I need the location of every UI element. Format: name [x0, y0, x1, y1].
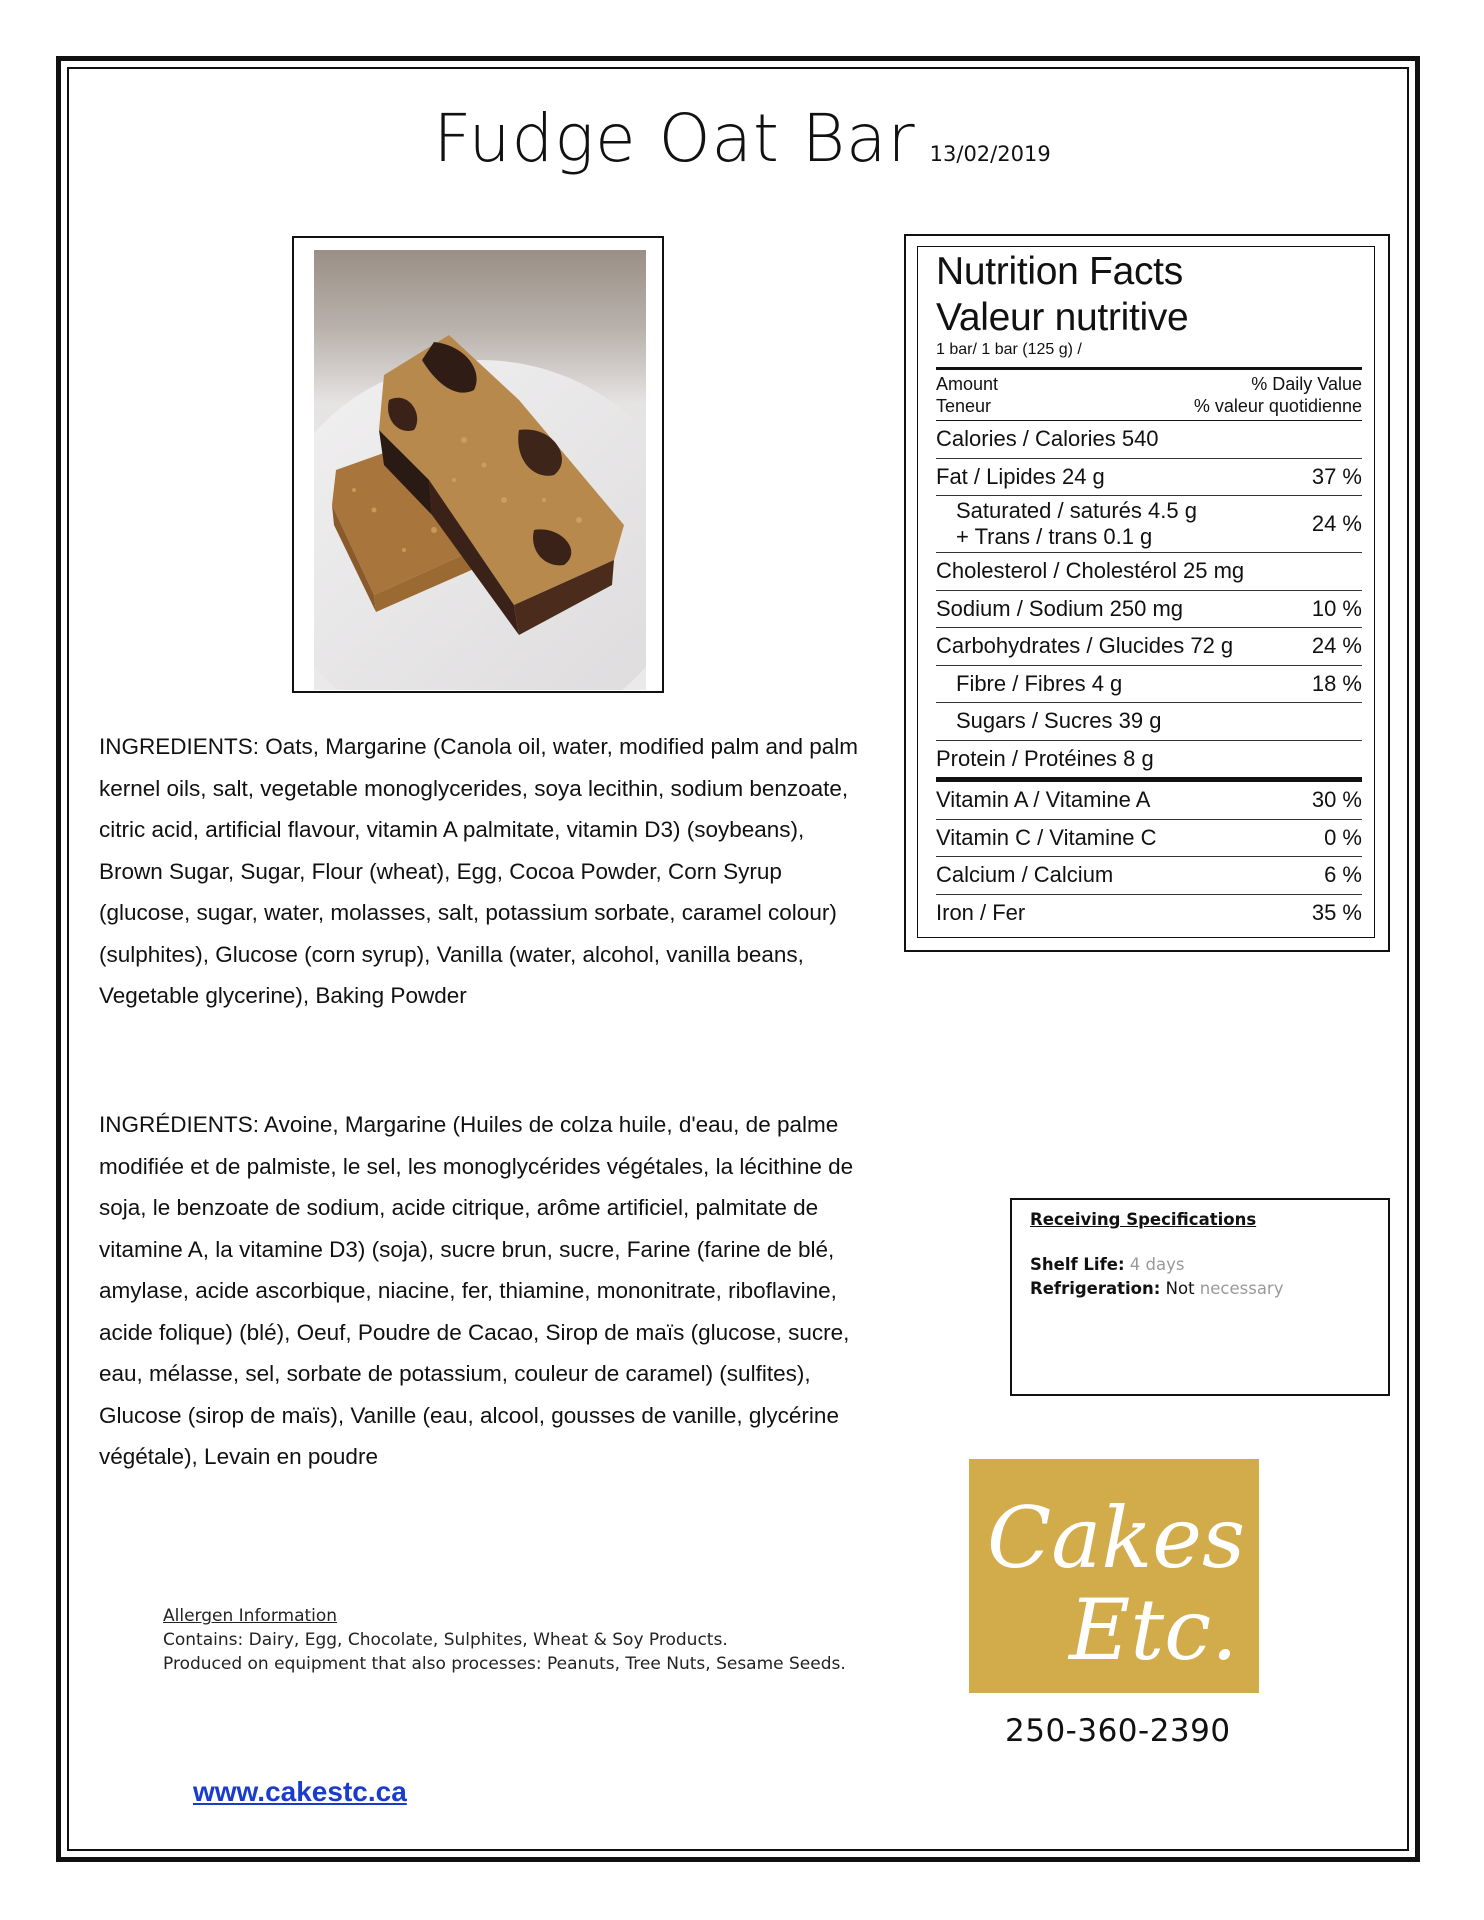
allergen-heading: Allergen Information — [163, 1606, 338, 1626]
nf-row-iron — [936, 895, 1362, 932]
spec-title: Receiving Specifications — [1030, 1210, 1257, 1229]
ingredients-english: INGREDIENTS: Oats, Margarine (Canola oil, water, modified palm and palm kernel oils, salt, vegetable monoglycerides, soya lecithin, sodium benzoate, citric acid, artificial flavour, vitamin A palmitate, vitamin D3) (soybeans), Brown Sugar, Sugar, Flour (wheat), Egg, Cocoa Powder, Corn Syrup (glucose, sugar, water, molasses, salt, potassium sorbate, caramel colour) (sulphites), Glucose (corn syrup), Vanilla (water, alcohol, vanilla beans, Vegetable glycerine), Baking Powder — [99, 734, 859, 1008]
nf-row-calcium — [936, 857, 1362, 895]
nf-row-protein — [936, 741, 1362, 783]
nf-vitamin-a: Vitamin A / Vitamine A — [936, 787, 1151, 813]
nf-saturated-dv: 24 % — [1311, 511, 1362, 536]
nf-fibre-dv: 18 % — [1311, 670, 1362, 696]
nf-row-vitamin-a — [936, 782, 1362, 820]
nf-carbs: Carbohydrates / Glucides 72 g — [936, 633, 1234, 659]
spec-shelf-label: Shelf Life: — [1030, 1255, 1125, 1274]
nf-sodium: Sodium / Sodium 250 mg — [936, 595, 1184, 621]
nf-vitamin-c-dv: 0 % — [1324, 824, 1362, 850]
spec-refrig-value-2: necessary — [1199, 1279, 1284, 1298]
nf-fat: Fat / Lipides 24 g — [936, 463, 1105, 489]
nf-row-sugars — [936, 703, 1362, 741]
website-link[interactable]: www.cakestc.ca — [193, 1776, 407, 1807]
nf-row-saturated — [936, 496, 1362, 553]
page-title: Fudge Oat Bar — [433, 100, 916, 177]
nf-calcium: Calcium / Calcium — [936, 862, 1114, 888]
receiving-specifications — [1010, 1198, 1390, 1396]
nf-sugars: Sugars / Sucres 39 g — [956, 708, 1162, 734]
nf-row-cholesterol — [936, 553, 1362, 591]
nf-row-sodium — [936, 591, 1362, 629]
spec-refrigeration — [1030, 1277, 1370, 1301]
nf-row-fibre — [936, 666, 1362, 704]
product-photo — [314, 250, 646, 690]
nf-serving-size: 1 bar/ 1 bar (125 g) / — [936, 341, 1362, 370]
cakes-etc-logo — [969, 1459, 1259, 1693]
nf-title-en: Nutrition Facts — [936, 250, 1183, 293]
nf-calories: Calories / Calories 540 — [936, 426, 1159, 452]
nf-row-carbs — [936, 628, 1362, 666]
nf-dv-en: % Daily Value — [1251, 374, 1362, 394]
nf-iron: Iron / Fer — [936, 899, 1026, 925]
nf-calcium-dv: 6 % — [1324, 862, 1362, 888]
allergen-contains: Contains: Dairy, Egg, Chocolate, Sulphites, Wheat & Soy Products. — [163, 1630, 728, 1650]
spec-refrig-value-1: Not — [1165, 1279, 1195, 1298]
allergen-produced: Produced on equipment that also processes: Peanuts, Tree Nuts, Sesame Seeds. — [163, 1654, 846, 1674]
ingredients-french: INGRÉDIENTS: Avoine, Margarine (Huiles de colza huile, d'eau, de palme modifiée et de palmiste, le sel, les monoglycérides végétales, la lécithine de soja, le benzoate de sodium, acide citrique, arôme artificiel, palmitate de vitamine A, la vitamine D3) (soja), sucre brun, sucre, Farine (farine de blé, amylase, acide ascorbique, niacine, fer, thiamine, mononitrate, riboflavine, acide folique) (blé), Oeuf, Poudre de Cacao, Sirop de maïs (glucose, sucre, eau, mélasse, sel, sorbate de potassium, couleur de caramel) (sulfites), Glucose (sirop de maïs), Vanille (eau, alcool, gousses de vanille, glycérine végétale), Levain en poudre — [99, 1112, 854, 1469]
nf-protein: Protein / Protéines 8 g — [936, 745, 1154, 771]
nf-amount-en: Amount — [936, 374, 999, 394]
page-date: 13/02/2019 — [929, 142, 1051, 166]
title-row — [0, 100, 1484, 177]
nf-vitamin-a-dv: 30 % — [1311, 787, 1362, 813]
spec-refrig-label: Refrigeration: — [1030, 1279, 1161, 1298]
nf-dv-fr: % valeur quotidienne — [1193, 396, 1362, 416]
spec-shelf-life — [1030, 1253, 1370, 1277]
nf-cholesterol: Cholesterol / Cholestérol 25 mg — [936, 558, 1245, 584]
nf-row-vitamin-c — [936, 820, 1362, 858]
logo-graphic — [969, 1459, 1259, 1693]
logo-line-1: Cakes — [987, 1489, 1246, 1587]
nf-amount-fr: Teneur — [936, 396, 992, 416]
nf-fat-dv: 37 % — [1311, 463, 1362, 489]
logo-line-2: Etc. — [1069, 1581, 1238, 1679]
nf-row-calories — [936, 421, 1362, 459]
product-photo-frame — [292, 236, 664, 693]
nf-vitamin-c: Vitamin C / Vitamine C — [936, 824, 1157, 850]
nf-trans: + Trans / trans 0.1 g — [956, 524, 1153, 549]
nf-title-fr: Valeur nutritive — [936, 296, 1189, 339]
nf-row-fat — [936, 459, 1362, 497]
nf-saturated: Saturated / saturés 4.5 g — [956, 498, 1197, 523]
spec-shelf-value: 4 days — [1129, 1255, 1185, 1274]
nutrition-facts-table — [917, 246, 1375, 938]
nf-sodium-dv: 10 % — [1311, 595, 1362, 621]
nf-column-header — [936, 370, 1362, 421]
nf-fibre: Fibre / Fibres 4 g — [956, 670, 1123, 696]
phone-number: 250-360-2390 — [1005, 1713, 1231, 1749]
nf-iron-dv: 35 % — [1311, 899, 1362, 925]
allergen-info — [163, 1604, 846, 1676]
nf-carbs-dv: 24 % — [1311, 633, 1362, 659]
